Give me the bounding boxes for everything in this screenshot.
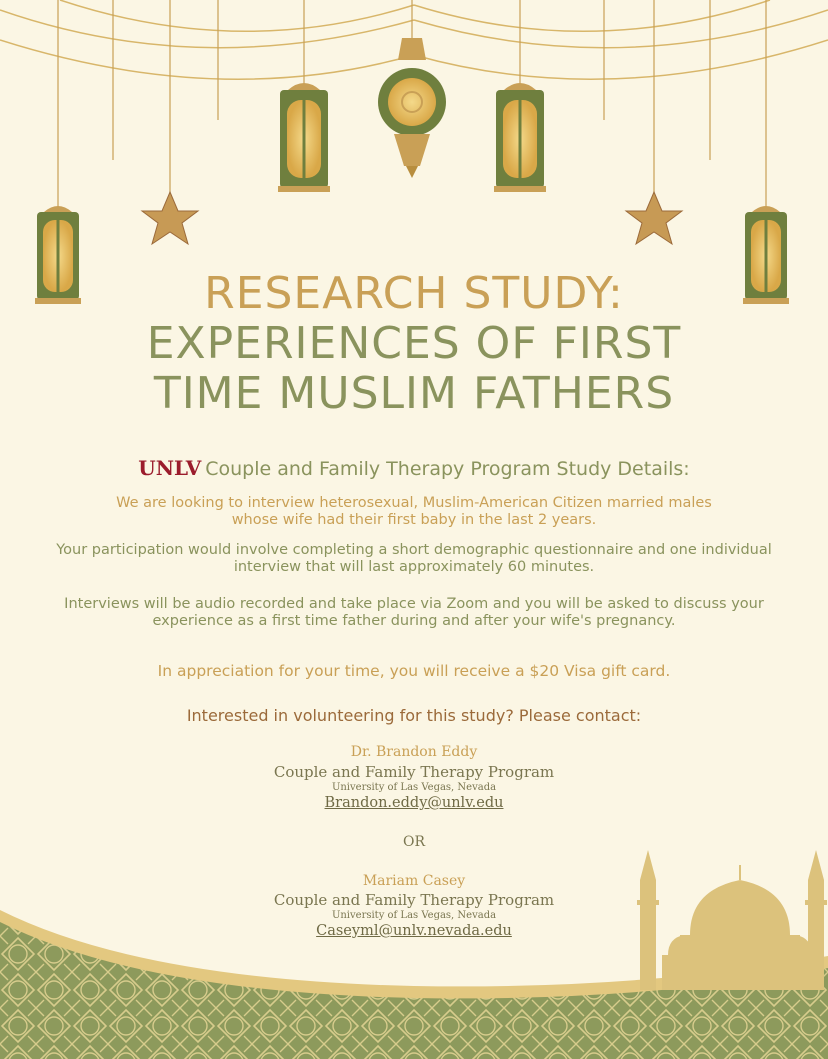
participation-line-1: Your participation would involve completing a short demographic questionnaire and one individual [56, 542, 772, 558]
unlv-logo: UNLV [138, 456, 202, 480]
title-line-3: TIME MUSLIM FATHERS [153, 368, 675, 419]
participation-paragraph [0, 542, 828, 576]
crescent-moon-icon [600, 122, 618, 158]
interviews-line-1: Interviews will be audio recorded and take place via Zoom and you will be asked to discuss your [64, 596, 764, 612]
or-separator: OR [402, 834, 426, 850]
contact-1-email-link[interactable]: Brandon.eddy@unlv.edu [324, 795, 504, 811]
title-line-2: EXPERIENCES OF FIRST [146, 318, 682, 369]
contact-2-email-link[interactable]: Caseyml@unlv.nevada.edu [316, 923, 512, 939]
crescent-moon-icon [101, 160, 119, 196]
interviews-line-2: experience as a first time father during and after your wife's pregnancy. [152, 613, 676, 629]
title-line-1: RESEARCH STUDY: [204, 268, 624, 319]
lantern-icon [378, 38, 446, 178]
star-icon [142, 192, 198, 244]
crescent-moon-icon [708, 160, 726, 196]
interviews-paragraph [0, 596, 828, 630]
contact-2-program: Couple and Family Therapy Program [273, 891, 555, 909]
eligibility-paragraph [0, 495, 828, 529]
contact-prompt: Interested in volunteering for this study? Please contact: [186, 706, 642, 725]
contact-2-name: Mariam Casey [362, 873, 466, 889]
contact-1-program: Couple and Family Therapy Program [273, 763, 555, 781]
compensation-text: In appreciation for your time, you will receive a $20 Visa gift card. [157, 662, 671, 680]
contact-1-university: University of Las Vegas, Nevada [331, 782, 497, 793]
study-details-heading [0, 456, 828, 480]
lantern-icon [494, 83, 546, 192]
crescent-moon-icon [214, 122, 232, 158]
star-icon [626, 192, 682, 244]
contact-2-university: University of Las Vegas, Nevada [331, 910, 497, 921]
participation-line-2: interview that will last approximately 60 minutes. [233, 559, 595, 575]
contact-1-name: Dr. Brandon Eddy [350, 744, 478, 760]
eligibility-line-2: whose wife had their first baby in the last 2 years. [231, 512, 597, 528]
lantern-icon [278, 83, 330, 192]
program-details-label: Couple and Family Therapy Program Study Details: [205, 458, 690, 480]
eligibility-line-1: We are looking to interview heterosexual, Muslim-American Citizen married males [116, 495, 712, 511]
